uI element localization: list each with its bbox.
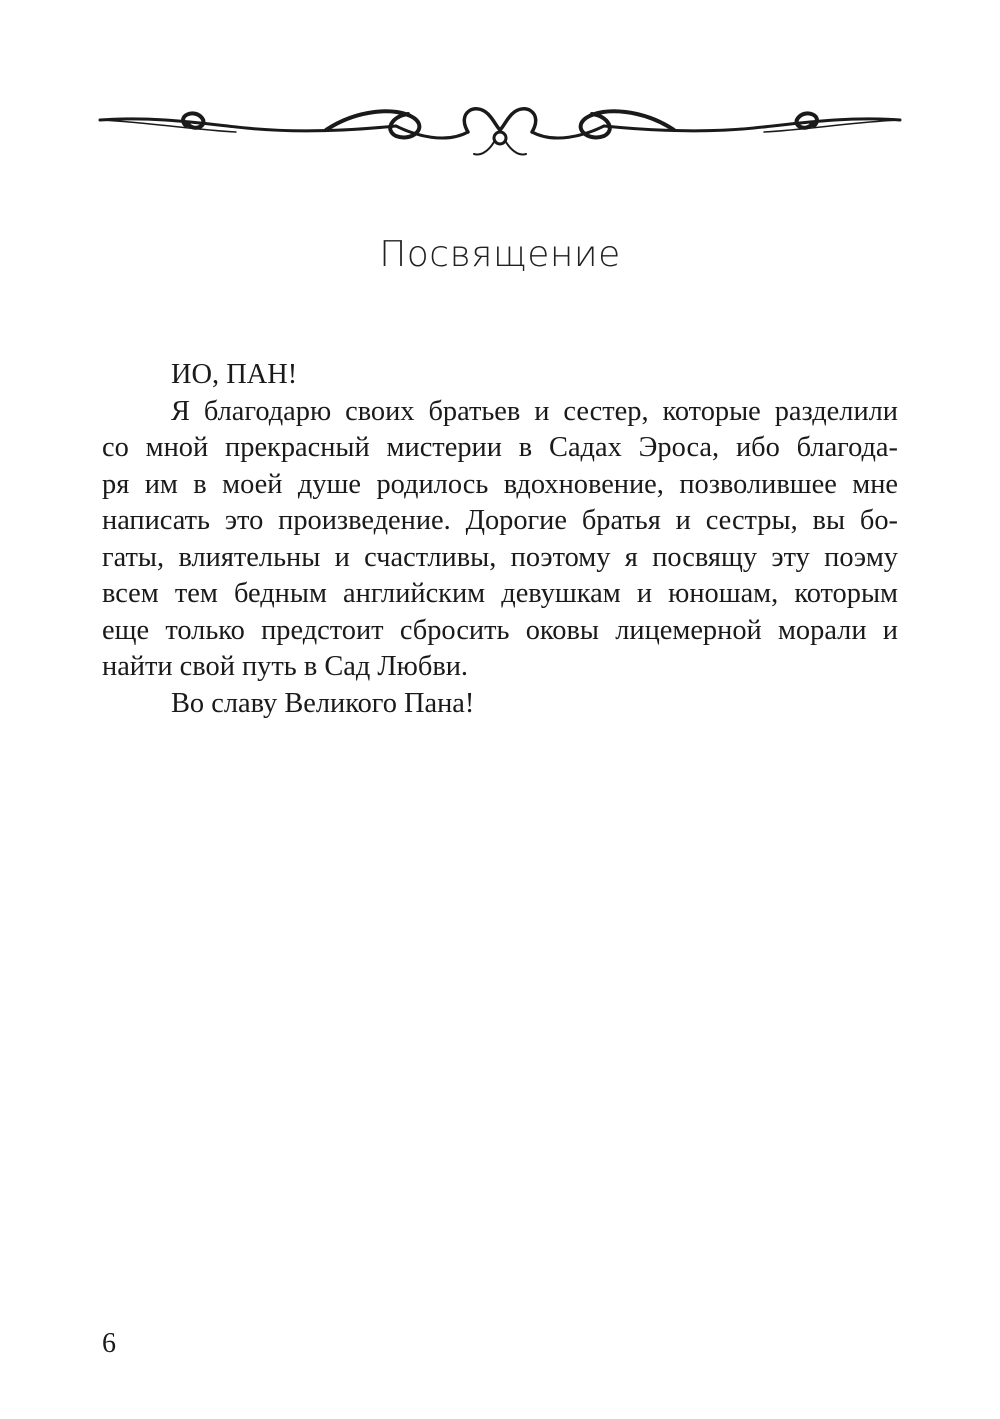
page-number: 6 xyxy=(102,1328,116,1359)
text-line: написать это произведение. Дорогие братья и сестры, вы бо- xyxy=(102,505,898,536)
text-line: гаты, влиятельны и счастливы, поэтому я посвящу эту поэму xyxy=(102,541,898,573)
text-line: Во славу Великого Пана! xyxy=(171,687,475,719)
text-line: еще только предстоит сбросить оковы лицемерной морали и xyxy=(102,614,898,646)
text-line: всем тем бедным английским девушкам и юношам, которым xyxy=(102,578,898,609)
text-line: Я благодарю своих братьев и сестер, которые разделили xyxy=(171,395,898,427)
scroll-flourish-icon xyxy=(96,92,904,162)
page-title: Посвящение xyxy=(379,234,621,275)
text-line: найти свой путь в Сад Любви. xyxy=(102,651,469,682)
text-line: ИО, ПАН! xyxy=(171,359,298,390)
text-line: ря им в моей душе родилось вдохновение, позволившее мне xyxy=(102,468,898,500)
dedication-text xyxy=(102,357,898,722)
text-line: со мной прекрасный мистерии в Садах Эроса, ибо благода- xyxy=(102,432,898,463)
